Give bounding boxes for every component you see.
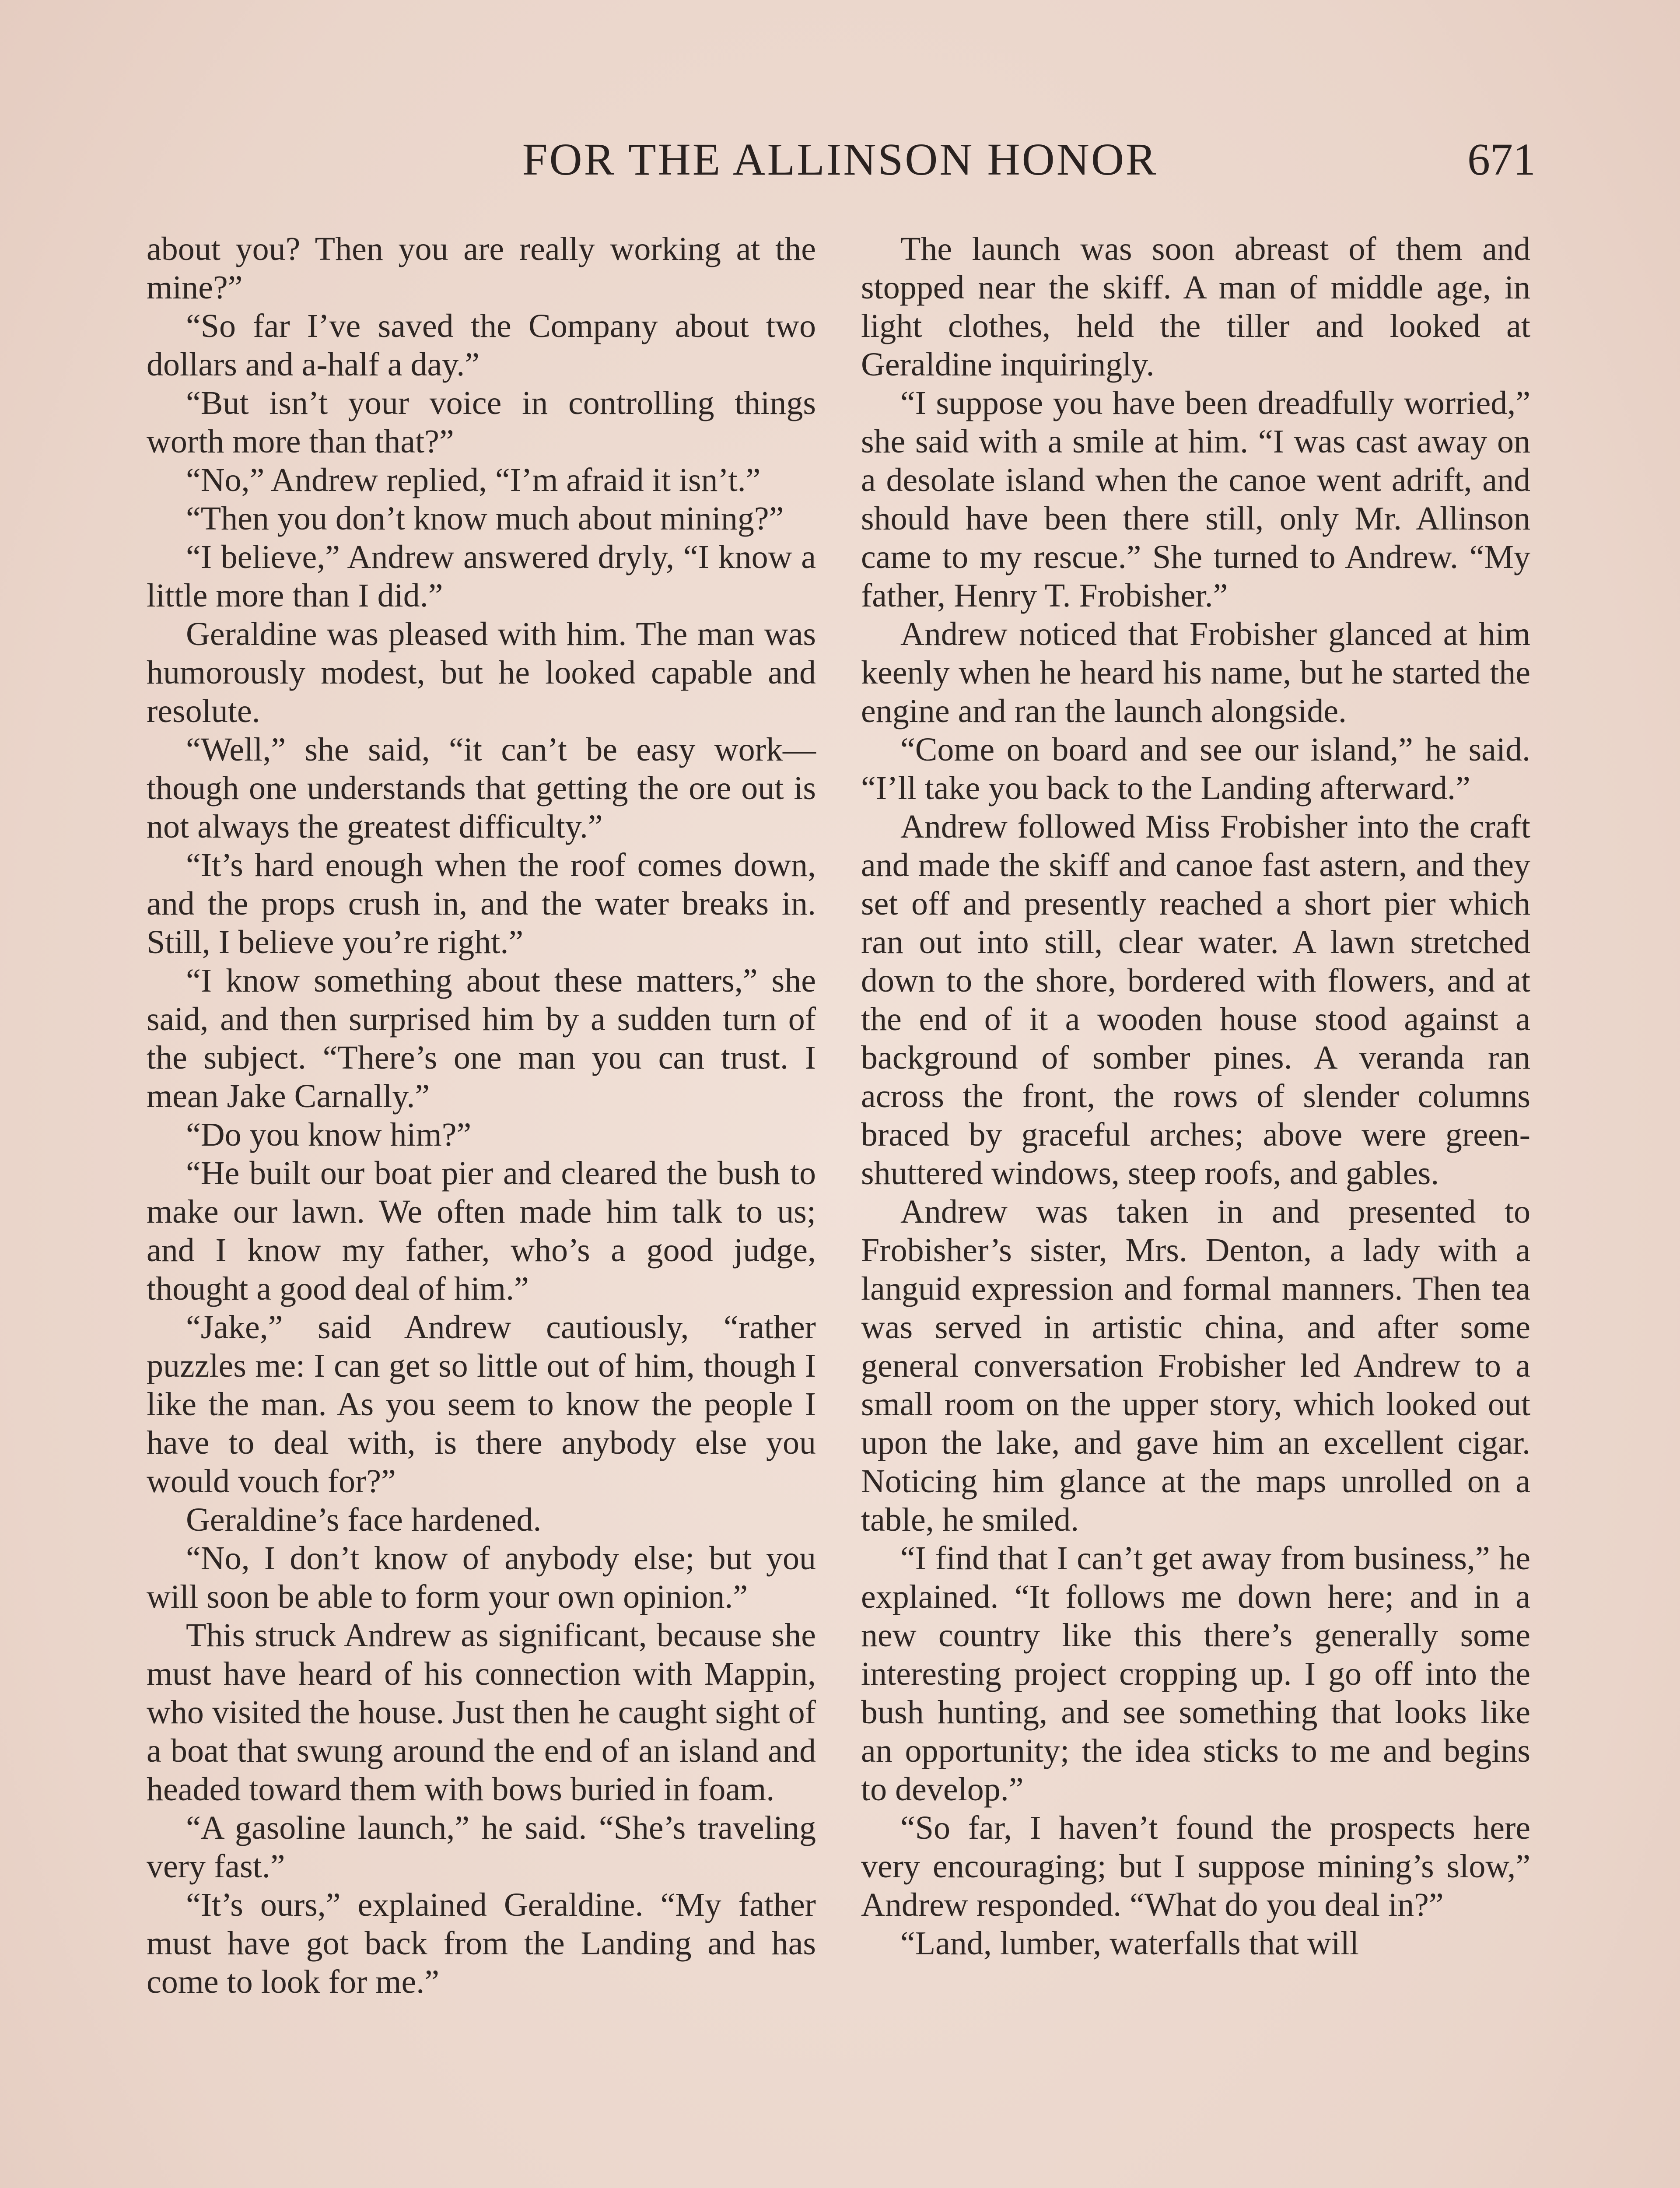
paragraph: “Well,” she said, “it can’t be easy work—though one understands that getting the ore out is not always the greatest difficulty.” xyxy=(147,731,816,845)
page-header xyxy=(144,127,1536,193)
paragraph: “But isn’t your voice in controlling things worth more than that?” xyxy=(147,385,816,460)
paragraph: Geraldine was pleased with him. The man was humorously modest, but he looked capable and resolute. xyxy=(147,616,816,729)
page-number: 671 xyxy=(1467,134,1536,185)
paragraph: “No, I don’t know of anybody else; but you will soon be able to form your own opinion.” xyxy=(147,1540,816,1615)
paragraph: about you? Then you are really working at the mine?” xyxy=(147,231,816,306)
paragraph: “I know something about these matters,” she said, and then surprised him by a sudden turn of the subject. “There’s one man you can trust. I mean Jake Carnally.” xyxy=(147,962,816,1115)
paragraph: “So far, I haven’t found the prospects here very encouraging; but I suppose mining’s slow,” Andrew responded. “What do you deal in?” xyxy=(861,1809,1530,1923)
paragraph: “No,” Andrew replied, “I’m afraid it isn’t.” xyxy=(186,462,761,498)
paragraph: “It’s hard enough when the roof comes down, and the props crush in, and the water breaks in. Still, I believe you’re right.” xyxy=(147,847,816,961)
paragraph: Andrew was taken in and presented to Frobisher’s sister, Mrs. Denton, a lady with a languid expression and formal manners. Then tea was served in artistic china, and after some general conversation Frobisher led Andrew to a small room on the upper story, which looked out upon the lake, and gave him an excellent cigar. Noticing him glance at the maps unrolled on a table, he smiled. xyxy=(861,1193,1530,1538)
paragraph: “Do you know him?” xyxy=(186,1116,472,1153)
paragraph: Geraldine’s face hardened. xyxy=(186,1501,542,1538)
paragraph: “I believe,” Andrew answered dryly, “I know a little more than I did.” xyxy=(147,539,816,614)
paragraph: “I suppose you have been dreadfully worried,” she said with a smile at him. “I was cast away on a desolate island when the canoe went adrift, and should have been there still, only Mr. Allinson came to my rescue.” She turned to Andrew. “My father, Henry T. Frobisher.” xyxy=(861,385,1530,614)
right-text-column xyxy=(861,230,1530,1963)
paragraph: “Jake,” said Andrew cautiously, “rather puzzles me: I can get so little out of him, though I like the man. As you seem to know the people I have to deal with, is there anybody else you would vouch for?” xyxy=(147,1309,816,1500)
running-title: FOR THE ALLINSON HONOR xyxy=(522,134,1158,185)
paragraph: “He built our boat pier and cleared the bush to make our lawn. We often made him talk to us; and I know my father, who’s a good judge, thought a good deal of him.” xyxy=(147,1155,816,1307)
paragraph: This struck Andrew as significant, because she must have heard of his connection with Mappin, who visited the house. Just then he caught sight of a boat that swung around the end of an island and headed toward them with bows buried in foam. xyxy=(147,1617,816,1808)
left-text-column xyxy=(147,230,816,2001)
paragraph: “A gasoline launch,” he said. “She’s traveling very fast.” xyxy=(147,1809,816,1885)
paragraph: “Land, lumber, waterfalls that will xyxy=(900,1925,1359,1962)
paragraph: “Then you don’t know much about mining?” xyxy=(186,500,784,537)
paragraph: The launch was soon abreast of them and stopped near the skiff. A man of middle age, in light clothes, held the tiller and looked at Geraldine inquiringly. xyxy=(861,231,1530,383)
paragraph: Andrew followed Miss Frobisher into the craft and made the skiff and canoe fast astern, and they set off and presently reached a short pier which ran out into still, clear water. A lawn stretched down to the shore, bordered with flowers, and at the end of it a wooden house stood against a background of somber pines. A veranda ran across the front, the rows of slender columns braced by graceful arches; above were green-shuttered windows, steep roofs, and gables. xyxy=(861,808,1530,1192)
paragraph: “I find that I can’t get away from business,” he explained. “It follows me down here; and in a new country like this there’s generally some interesting project cropping up. I go off into the bush hunting, and see something that looks like an opportunity; the idea sticks to me and begins to develop.” xyxy=(861,1540,1530,1808)
paragraph: “It’s ours,” explained Geraldine. “My father must have got back from the Landing and has come to look for me.” xyxy=(147,1886,816,2000)
paragraph: Andrew noticed that Frobisher glanced at him keenly when he heard his name, but he started the engine and ran the launch alongside. xyxy=(861,616,1530,729)
paragraph: “So far I’ve saved the Company about two dollars and a-half a day.” xyxy=(147,308,816,383)
paragraph: “Come on board and see our island,” he said. “I’ll take you back to the Landing afterward.” xyxy=(861,731,1530,806)
